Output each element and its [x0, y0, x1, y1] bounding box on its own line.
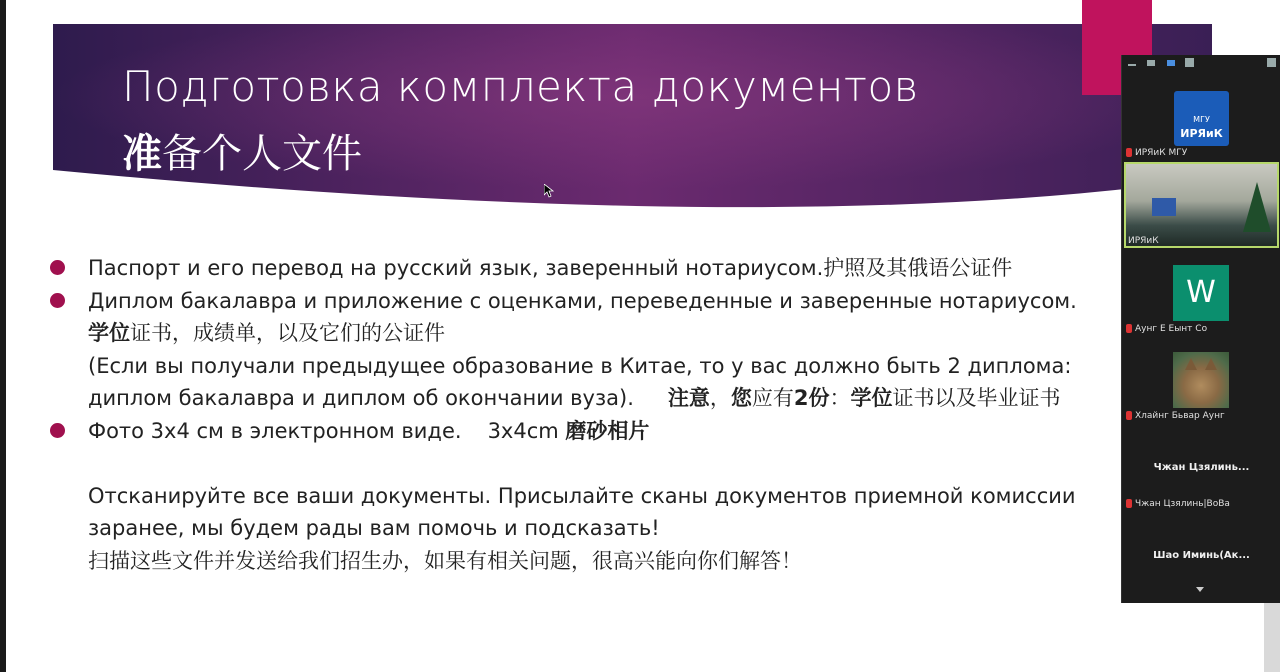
participant-name: Аунг Е Еынт Со [1126, 324, 1207, 334]
mic-muted-icon [1126, 499, 1132, 508]
participant-name: ИРЯиК МГУ [1126, 148, 1187, 158]
presentation-slide [6, 0, 1264, 672]
single-view-icon[interactable] [1147, 60, 1155, 66]
bullet-icon [50, 260, 65, 275]
minimize-icon[interactable] [1128, 64, 1136, 66]
line-text: ， [709, 386, 731, 410]
bullet-icon [50, 293, 65, 308]
line-text: Фото 3x4 см в электронном виде. [88, 418, 462, 443]
bullet-photo [88, 415, 1168, 448]
line-text: (Если вы получали предыдущее образование в Китае, то у вас должно быть 2 диплома: [88, 353, 1072, 378]
line-bold: 您 [730, 386, 752, 410]
line-diploma-note-2 [88, 382, 1168, 415]
exit-fullscreen-icon[interactable] [1267, 58, 1276, 67]
line-text: Отсканируйте все ваши документы. Присылайте сканы документов приемной комиссии [88, 483, 1076, 508]
bullet-icon [50, 423, 65, 438]
participant-video-active[interactable] [1124, 162, 1279, 248]
participant-logo [1174, 91, 1229, 146]
line-text: диплом бакалавра и диплом об окончании вуза). [88, 386, 634, 410]
line-scan-zh [88, 545, 1168, 578]
line-scan-ru-2 [88, 512, 1168, 545]
line-text: Паспорт и его перевод на русский язык, заверенный нотариусом.护照及其俄语公证件 [88, 256, 1013, 280]
mic-muted-icon [1126, 148, 1132, 157]
video-gallery-panel[interactable] [1121, 55, 1280, 603]
slide-title-zh [122, 122, 362, 179]
projector-screen [1152, 198, 1176, 216]
logo-text-bottom: ИРЯиК [1180, 127, 1223, 140]
bullet-passport [88, 252, 1168, 285]
participant-center-label: Шао Иминь(Ак... [1153, 550, 1250, 561]
line-text: 3x4cm [487, 418, 566, 443]
slide-title-ru: Подготовка комплекта документов [122, 62, 919, 111]
line-text: 应有 [751, 386, 794, 410]
mic-muted-icon [1126, 411, 1132, 420]
participant-name: Хлайнг Бьвар Аунг [1126, 411, 1225, 421]
slide-body [88, 252, 1168, 577]
participant-avatar: W [1173, 265, 1229, 321]
line-bold: 注意 [667, 386, 710, 410]
mic-muted-icon [1126, 324, 1132, 333]
strip-view-icon[interactable] [1167, 60, 1175, 66]
line-bold: 磨砂相片 [565, 418, 650, 443]
line-bold: 学位 [88, 321, 130, 345]
window-frame-right [1264, 0, 1280, 55]
participant-center-label: Чжан Цзялинь... [1153, 462, 1250, 473]
line-diploma-note [88, 350, 1168, 383]
title-zh-bold: 准 [122, 131, 162, 177]
participant-avatar-cat [1173, 352, 1229, 408]
gallery-toolbar [1122, 55, 1280, 73]
christmas-tree [1243, 182, 1271, 232]
line-text: ： [829, 386, 851, 410]
participant-name: ИРЯиК [1128, 236, 1159, 246]
line-text: 证书以及毕业证书 [892, 386, 1061, 410]
logo-text-top: МГУ [1193, 115, 1210, 124]
line-text: заранее, мы будем рады вам помочь и подсказать! [88, 516, 660, 540]
line-scan-ru [88, 480, 1168, 513]
line-text: 证书，成绩单，以及它们的公证件 [130, 321, 445, 345]
title-zh-rest: 备个人文件 [162, 131, 362, 177]
grid-view-icon[interactable] [1185, 58, 1194, 67]
line-bold: 2份 [793, 386, 830, 410]
line-text: Диплом бакалавра и приложение с оценками, переведенные и заверенные нотариусом. [88, 288, 1077, 313]
line-text: 扫描这些文件并发送给我们招生办，如果有相关问题，很高兴能向你们解答！ [88, 548, 802, 573]
bullet-diploma [88, 285, 1168, 318]
chevron-down-icon[interactable] [1196, 587, 1204, 592]
participant-name: Чжан Цзялинь|ВоВа [1126, 499, 1230, 509]
line-diploma-zh [88, 317, 1168, 350]
line-bold: 学位 [850, 386, 893, 410]
